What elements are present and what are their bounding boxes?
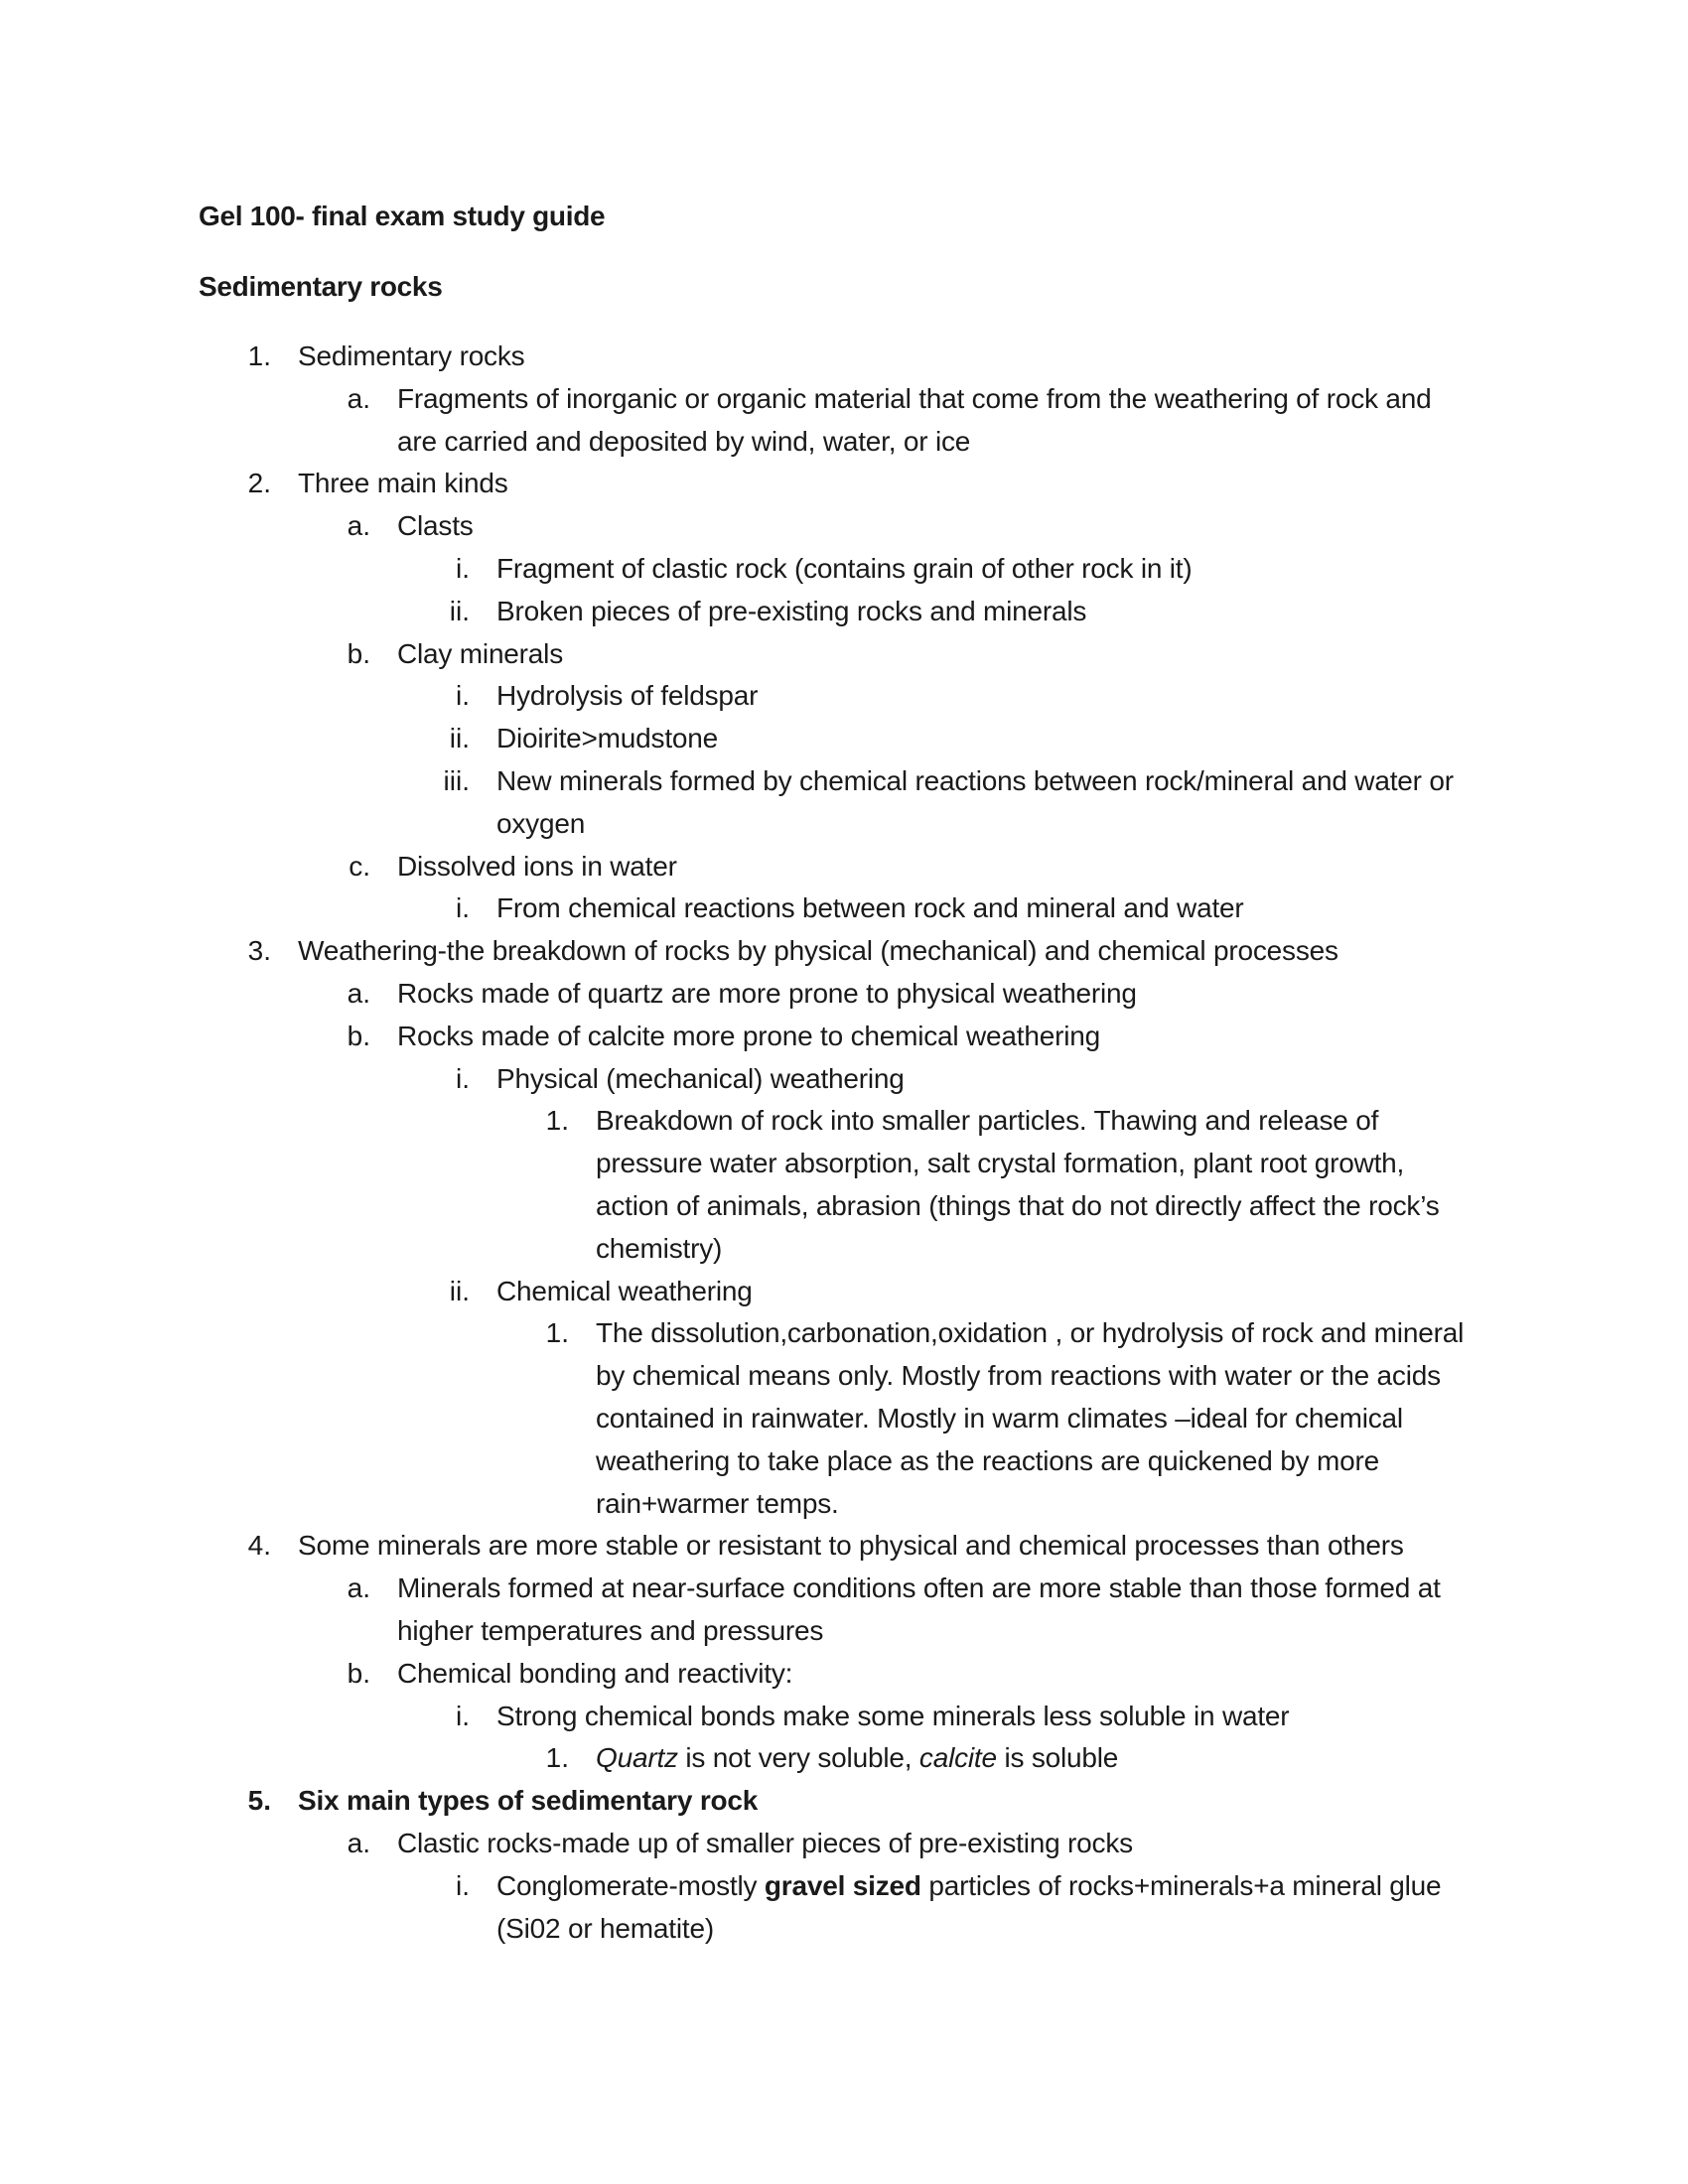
outline-text-line: Clasts	[397, 510, 474, 542]
outline-text-line: Rocks made of quartz are more prone to physical weathering	[397, 978, 1137, 1009]
outline-item-label: a.	[347, 382, 370, 414]
outline-item-label: 5.	[247, 1785, 271, 1817]
outline-text-line: (Si02 or hematite)	[496, 1912, 714, 1944]
outline-item-label: i.	[456, 1869, 470, 1901]
outline-item-label: i.	[456, 553, 470, 584]
outline-item-label: c.	[349, 850, 370, 882]
outline-text-line: by chemical means only. Mostly from reactions with water or the acids	[596, 1360, 1441, 1392]
outline-text-line: Dissolved ions in water	[397, 850, 677, 882]
outline-text-line: Weathering-the breakdown of rocks by physical (mechanical) and chemical processes	[298, 935, 1338, 967]
text-run: is not very soluble,	[677, 1742, 919, 1774]
text-run: Conglomerate-mostly	[496, 1869, 765, 1901]
outline-item-label: ii.	[449, 1275, 470, 1306]
outline-text-line: Fragments of inorganic or organic material that come from the weathering of rock and	[397, 382, 1432, 414]
outline-item-label: a.	[347, 1828, 370, 1858]
outline-item-label: b.	[347, 1020, 370, 1051]
outline-text-line: The dissolution,carbonation,oxidation , or hydrolysis of rock and mineral	[596, 1317, 1465, 1349]
outline-text-line: Breakdown of rock into smaller particles. Thawing and release of	[596, 1105, 1379, 1137]
outline-item-label: 4.	[247, 1530, 271, 1562]
outline-text-line: are carried and deposited by wind, water, or ice	[397, 425, 971, 457]
outline-item-label: 1.	[545, 1317, 569, 1349]
outline-item-label: 3.	[247, 935, 271, 967]
outline-text-line: rain+warmer temps.	[596, 1487, 839, 1519]
outline-text-line: action of animals, abrasion (things that do not directly affect the rock’s	[596, 1190, 1440, 1221]
outline-item-label: 1.	[247, 341, 271, 371]
text-run: particles of rocks+minerals+a mineral glue	[920, 1869, 1442, 1901]
outline-item-label: 2.	[247, 468, 271, 499]
outline-text-line: Physical (mechanical) weathering	[496, 1062, 905, 1094]
text-run: is soluble	[996, 1742, 1119, 1774]
outline-text-line: contained in rainwater. Mostly in warm climates –ideal for chemical	[596, 1403, 1403, 1433]
outline-text-line: Six main types of sedimentary rock	[298, 1785, 759, 1817]
outline-text-line: Hydrolysis of feldspar	[496, 680, 759, 712]
outline-text-line: From chemical reactions between rock and mineral and water	[496, 892, 1244, 924]
outline-item-label: i.	[456, 680, 470, 712]
outline-item-label: a.	[347, 1572, 370, 1604]
outline-text-line: oxygen	[496, 807, 586, 839]
section-heading: Sedimentary rocks	[199, 271, 443, 302]
outline-item-label: a.	[347, 978, 370, 1009]
outline-text-line: chemistry)	[596, 1232, 723, 1264]
outline-item-label: ii.	[449, 723, 470, 754]
outline-text-line: Fragment of clastic rock (contains grain of other rock in it)	[496, 553, 1193, 584]
outline-text-line: Three main kinds	[298, 468, 508, 499]
outline-text-line: Minerals formed at near-surface conditions often are more stable than those formed at	[397, 1572, 1441, 1604]
outline-text-line: Strong chemical bonds make some minerals less soluble in water	[496, 1700, 1290, 1731]
outline-text-line: Clay minerals	[397, 637, 563, 669]
outline-text-line: Chemical bonding and reactivity:	[397, 1657, 793, 1689]
bold-text: gravel sized	[764, 1869, 921, 1901]
outline-text-line: pressure water absorption, salt crystal formation, plant root growth,	[596, 1148, 1405, 1179]
outline-text-line: weathering to take place as the reactions are quickened by more	[596, 1444, 1379, 1476]
outline-text-line: Dioirite>mudstone	[496, 723, 719, 754]
outline-text-line: Chemical weathering	[496, 1275, 753, 1306]
italic-text: Quartz	[596, 1742, 678, 1774]
italic-text: calcite	[918, 1742, 997, 1774]
outline-text-line: Clastic rocks-made up of smaller pieces of pre-existing rocks	[397, 1828, 1133, 1858]
outline-item-label: a.	[347, 510, 370, 542]
outline-item-label: b.	[347, 637, 370, 669]
outline-item-label: i.	[456, 1700, 470, 1731]
outline-text-line	[596, 1737, 1118, 1779]
outline-text-line: Rocks made of calcite more prone to chemical weathering	[397, 1020, 1101, 1051]
outline-item-label: iii.	[443, 765, 470, 796]
outline-item-label: i.	[456, 892, 470, 924]
outline-item-label: i.	[456, 1062, 470, 1094]
outline-text-line: Sedimentary rocks	[298, 341, 525, 371]
outline-text-line: Some minerals are more stable or resistant to physical and chemical processes than others	[298, 1530, 1404, 1562]
outline-text-line	[496, 1865, 1441, 1907]
outline-item-label: 1.	[545, 1742, 569, 1774]
outline-item-label: 1.	[545, 1105, 569, 1137]
outline-item-label: ii.	[449, 595, 470, 626]
document-title: Gel 100- final exam study guide	[199, 201, 606, 231]
outline-text-line: Broken pieces of pre-existing rocks and minerals	[496, 595, 1087, 626]
outline-item-label: b.	[347, 1657, 370, 1689]
outline-text-line: higher temperatures and pressures	[397, 1615, 824, 1646]
outline-text-line: New minerals formed by chemical reactions between rock/mineral and water or	[496, 765, 1454, 796]
